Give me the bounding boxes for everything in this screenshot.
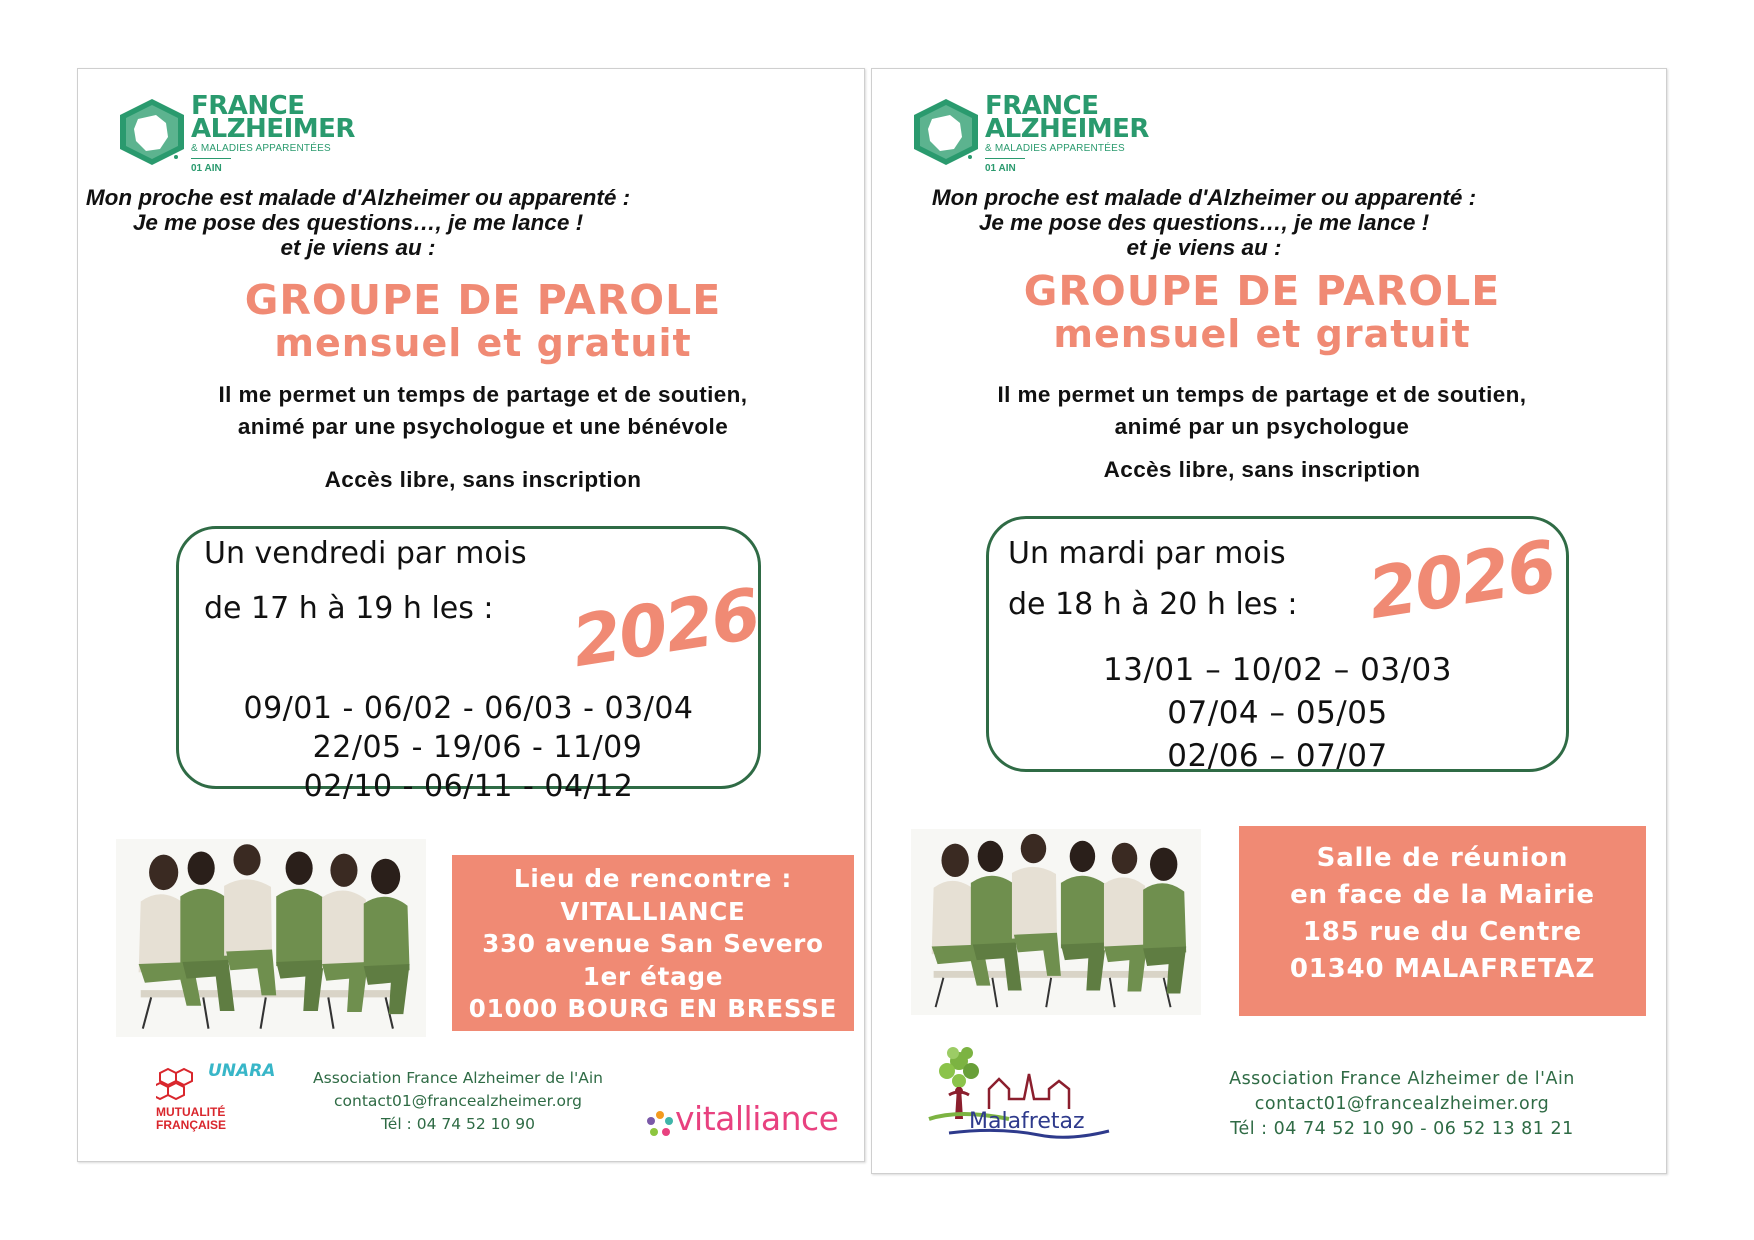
schedule-day: Un vendredi par mois — [204, 536, 527, 571]
schedule-year: 2026 — [566, 572, 765, 684]
flyer-left — [77, 68, 865, 1162]
description-line-1: Il me permet un temps de partage et de soutien, — [218, 382, 748, 407]
logo-line-maladies: & MALADIES APPARENTÉES — [985, 143, 1125, 154]
vitalliance-logo — [645, 1101, 855, 1145]
people-circle-image — [911, 829, 1201, 1015]
france-alzheimer-logo-icon — [116, 97, 188, 167]
logo-line-alzheimer: ALZHEIMER — [985, 114, 1149, 144]
venue-line-4: 01340 MALAFRETAZ — [1289, 954, 1596, 984]
flyer-title: GROUPE DE PAROLE — [244, 276, 722, 324]
group-illustration — [116, 839, 426, 1037]
description-line-2: animé par un psychologue — [1114, 414, 1410, 439]
flyer-title: GROUPE DE PAROLE — [1023, 267, 1501, 315]
intro-line-3: et je viens au : — [280, 235, 436, 260]
logo-line-alzheimer: ALZHEIMER — [191, 114, 355, 144]
access-note: Accès libre, sans inscription — [324, 467, 642, 492]
venue-line-3: 185 rue du Centre — [1302, 917, 1583, 947]
logo-line-region: 01 AIN — [985, 163, 1016, 174]
venue-line-3: 330 avenue San Severo — [482, 929, 824, 958]
dates-line-2: 22/05 - 19/06 - 11/09 — [312, 730, 643, 765]
intro-line-3: et je viens au : — [1126, 235, 1282, 260]
mutualite-logo — [156, 1061, 276, 1145]
dates-line-3: 02/06 – 07/07 — [1167, 738, 1388, 774]
contact-association: Association France Alzheimer de l'Ain — [1229, 1069, 1575, 1089]
mutualite-label-2: FRANÇAISE — [156, 1118, 227, 1132]
logo-line-region: 01 AIN — [191, 163, 222, 174]
dates-line-1: 09/01 - 06/02 - 06/03 - 03/04 — [243, 691, 694, 726]
logo-line-france: FRANCE — [985, 91, 1099, 121]
group-illustration — [911, 829, 1201, 1015]
schedule-time: de 17 h à 19 h les : — [204, 591, 494, 626]
intro-text — [78, 185, 638, 260]
logo-rule — [191, 158, 231, 159]
mutualite-label-1: MUTUALITÉ — [156, 1105, 226, 1119]
venue-line-1: Salle de réunion — [1316, 843, 1569, 873]
dates-line-1: 13/01 – 10/02 – 03/03 — [1103, 652, 1452, 688]
contact-block — [1172, 1067, 1632, 1142]
logo-line-maladies: & MALADIES APPARENTÉES — [191, 143, 331, 154]
schedule-dates — [176, 689, 761, 806]
contact-phone: Tél : 04 74 52 10 90 - 06 52 13 81 21 — [1230, 1119, 1574, 1139]
vitalliance-label: vitalliance — [675, 1099, 839, 1138]
contact-block — [278, 1067, 638, 1136]
intro-line-2: Je me pose des questions…, je me lance ! — [978, 210, 1430, 235]
flyer-subtitle: mensuel et gratuit — [274, 321, 692, 365]
venue-line-4: 1er étage — [582, 961, 724, 991]
description — [872, 379, 1652, 443]
venue-line-2: en face de la Mairie — [1290, 880, 1595, 910]
malafretaz-label: Malafretaz — [969, 1109, 1085, 1134]
venue-box — [1239, 826, 1646, 1016]
hexagon-cluster-icon — [156, 1067, 200, 1107]
intro-line-1: Mon proche est malade d'Alzheimer ou apparenté : — [85, 185, 631, 210]
flyer-subtitle: mensuel et gratuit — [1053, 312, 1471, 356]
venue-line-1: Lieu de rencontre : — [513, 864, 793, 893]
venue-box — [452, 855, 854, 1031]
unara-label: UNARA — [208, 1061, 276, 1081]
description-line-1: Il me permet un temps de partage et de soutien, — [997, 382, 1527, 407]
dates-line-2: 07/04 – 05/05 — [1167, 695, 1388, 731]
venue-line-5: 01000 BOURG EN BRESSE — [468, 994, 838, 1023]
intro-line-1: Mon proche est malade d'Alzheimer ou apparenté : — [931, 185, 1477, 210]
logo-line-france: FRANCE — [191, 91, 305, 121]
contact-email: contact01@francealzheimer.org — [334, 1092, 582, 1110]
venue-line-2: VITALLIANCE — [560, 896, 746, 926]
france-alzheimer-logo-icon — [910, 97, 982, 167]
vitalliance-flower-icon — [645, 1109, 675, 1139]
schedule-time: de 18 h à 20 h les : — [1008, 587, 1298, 622]
contact-association: Association France Alzheimer de l'Ain — [313, 1069, 603, 1087]
logo-rule — [985, 158, 1025, 159]
people-circle-image — [116, 839, 426, 1037]
description-line-2: animé par une psychologue et une bénévole — [237, 414, 729, 439]
flyer-right — [871, 68, 1667, 1174]
contact-phone: Tél : 04 74 52 10 90 — [380, 1115, 536, 1133]
intro-line-2: Je me pose des questions…, je me lance ! — [132, 210, 584, 235]
schedule-year: 2026 — [1362, 524, 1561, 636]
dates-line-3: 02/10 - 06/11 - 04/12 — [303, 769, 634, 804]
contact-email: contact01@francealzheimer.org — [1254, 1094, 1550, 1114]
schedule-dates — [986, 649, 1569, 778]
malafretaz-logo — [919, 1039, 1139, 1149]
description — [78, 379, 888, 443]
access-note: Accès libre, sans inscription — [1103, 457, 1421, 482]
intro-text — [924, 185, 1484, 260]
schedule-day: Un mardi par mois — [1008, 536, 1286, 571]
